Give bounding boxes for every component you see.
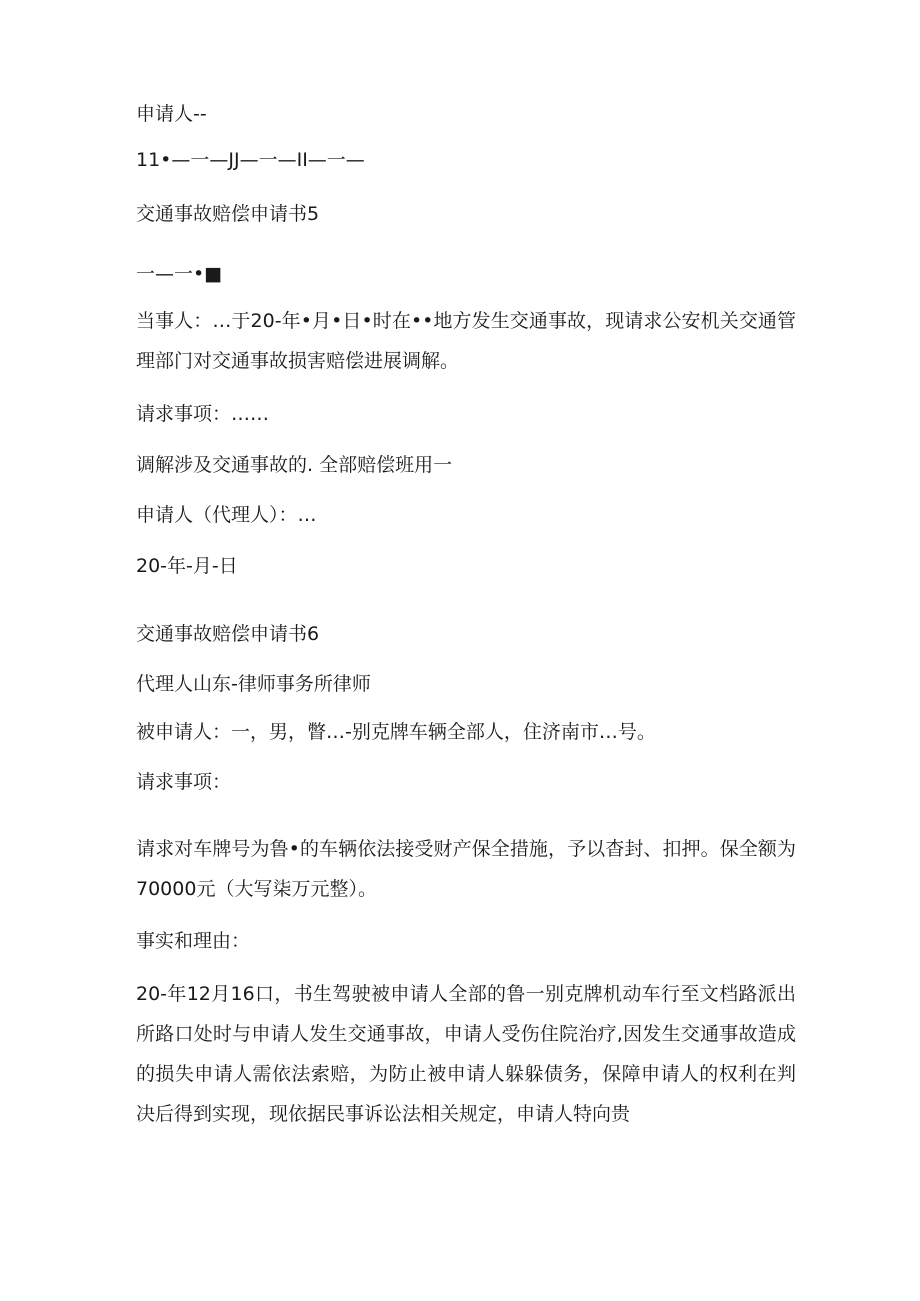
section-title-6: 交通事故赔偿申请书6	[136, 623, 320, 645]
separator-line: 一—一•■	[136, 263, 223, 285]
facts-paragraph: 20-年12月16口，书生驾驶被申请人全部的鲁一别克牌机动车行至文档路派出所路口处时与申请人发生交通事故，申请人受伤住院治疗,因发生交通事故造成的损失申请人需依法索赔，为防止被申请人躲躲债务，保障申请人的权利在判决后得到实现，现依据民事诉讼法相关规定，申请人特向贵	[136, 983, 796, 1125]
party-paragraph: 当事人：…于20-年•月•日•时在••地方发生交通事故，现请求公安机关交通管理部门对交通事故损害赔偿进展调解。	[136, 310, 796, 372]
facts-label: 事实和理由：	[136, 930, 251, 952]
applicant-agent-line: 申请人（代理人）：…	[136, 504, 317, 526]
applicant-header: 申请人--	[136, 103, 207, 125]
request-label-2: 请求事项：	[136, 771, 232, 793]
request-paragraph: 请求对车牌号为鲁•的车辆依法接受财产保全措施，予以杳封、扣押。保全额为70000元（大写柒万元整）。	[136, 838, 796, 900]
date-line: 20-年-月-日	[136, 555, 238, 577]
respondent-line: 被申请人：一，男，瞥…-别克牌车辆全部人，住济南市…号。	[136, 721, 656, 743]
mark-line: 11•—一—JJ—一—II—一—	[136, 149, 365, 171]
mediation-scope-line: 调解涉及交通事故的. 全部赔偿班用一	[136, 454, 453, 476]
agent-line: 代理人山东-律师事务所律师	[136, 673, 371, 695]
request-label-1: 请求事项：……	[136, 403, 270, 425]
section-title-5: 交通事故赔偿申请书5	[136, 203, 320, 225]
